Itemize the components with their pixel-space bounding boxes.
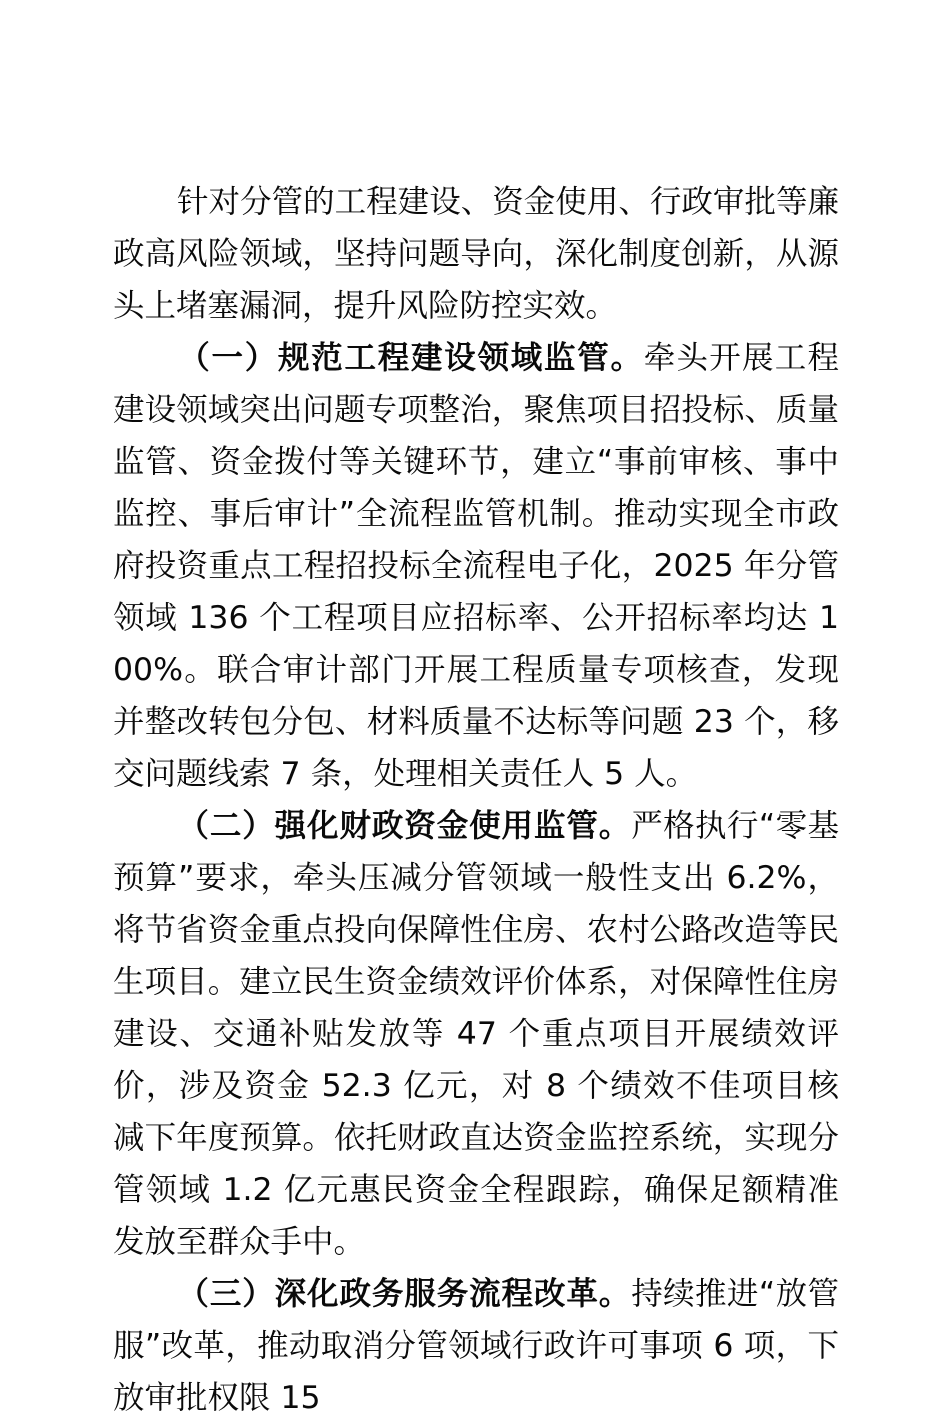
paragraph-section-3: [113, 1268, 839, 1424]
paragraph-section-2: [113, 800, 839, 1268]
paragraph-text: 牵头开展工程建设领域突出问题专项整治，聚焦项目招投标、质量监管、资金拨付等关键环节，建立“事前审核、事中监控、事后审计”全流程监管机制。推动实现全市政府投资重点工程招投标全流程电子化，2025 年分管领域 136 个工程项目应招标率、公开招标率均达 100%。联合审计部门开展工程质量专项核查，发现并整改转包分包、材料质量不达标等问题 23 个，移交问题线索 7 条，处理相关责任人 5 人。: [113, 340, 839, 792]
paragraph-text: 持续推进“放管服”改革，推动取消分管领域行政许可事项 6 项，下放审批权限 15: [113, 1276, 839, 1416]
document-body: [113, 176, 839, 1424]
section-heading-3: （三）深化政务服务流程改革。: [177, 1276, 632, 1312]
paragraph-section-1: [113, 332, 839, 800]
paragraph-intro: [113, 176, 839, 332]
paragraph-text: 针对分管的工程建设、资金使用、行政审批等廉政高风险领域，坚持问题导向，深化制度创新，从源头上堵塞漏洞，提升风险防控实效。: [113, 184, 839, 324]
paragraph-text: 严格执行“零基预算”要求，牵头压减分管领域一般性支出 6.2%，将节省资金重点投向保障性住房、农村公路改造等民生项目。建立民生资金绩效评价体系，对保障性住房建设、交通补贴发放等 47 个重点项目开展绩效评价，涉及资金 52.3 亿元，对 8 个绩效不佳项目核减下年度预算。依托财政直达资金监控系统，实现分管领域 1.2 亿元惠民资金全程跟踪，确保足额精准发放至群众手中。: [113, 808, 839, 1260]
section-heading-2: （二）强化财政资金使用监管。: [177, 808, 632, 844]
section-heading-1: （一）规范工程建设领域监管。: [177, 340, 644, 376]
